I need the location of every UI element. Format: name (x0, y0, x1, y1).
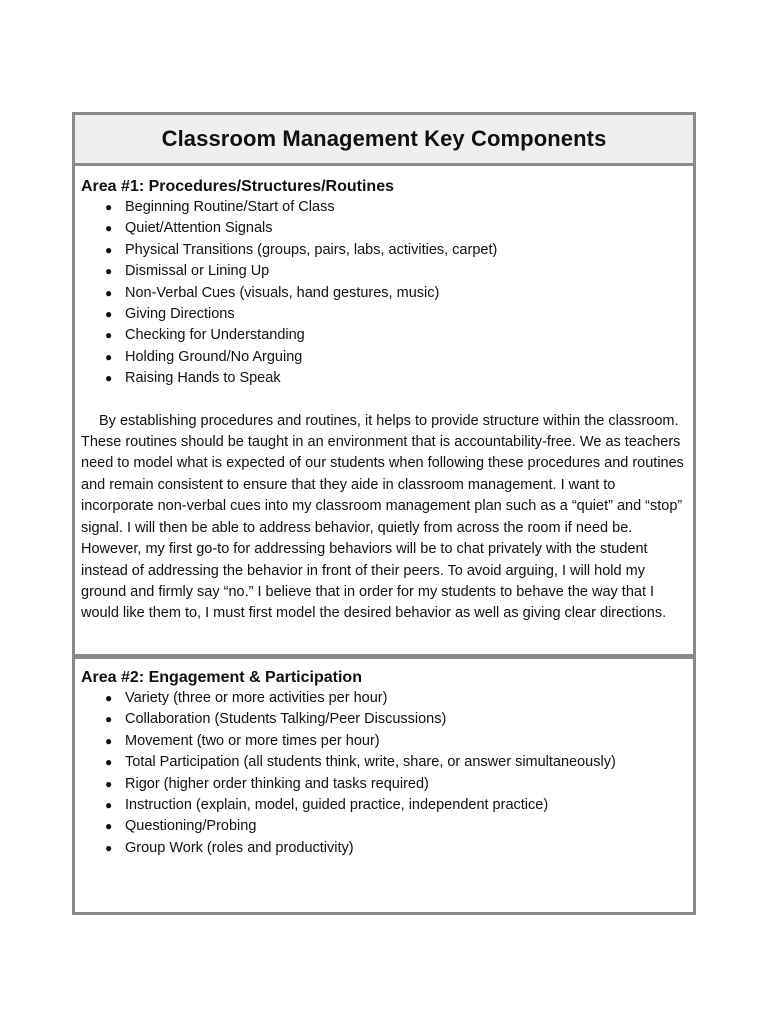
components-table (72, 112, 696, 915)
list-item-text: Rigor (higher order thinking and tasks required) (125, 775, 429, 792)
list-item-text: Holding Ground/No Arguing (125, 348, 303, 365)
bullet-icon: ● (105, 819, 113, 834)
title-row (75, 115, 693, 166)
list-item-text: Collaboration (Students Talking/Peer Discussions) (125, 711, 447, 728)
list-item-text: Beginning Routine/Start of Class (125, 199, 335, 215)
bullet-icon: ● (105, 328, 113, 343)
bullet-icon: ● (105, 840, 113, 855)
bullet-icon: ● (105, 371, 113, 386)
list-item-text: Non-Verbal Cues (visuals, hand gestures, music) (125, 284, 440, 301)
list-item-text: Variety (three or more activities per hour) (125, 690, 388, 706)
area-2-heading: Area #2: Engagement & Participation (81, 669, 362, 686)
list-item (105, 838, 687, 859)
list-item (105, 197, 687, 218)
area-1-section (75, 166, 693, 659)
list-item (105, 218, 687, 239)
bullet-icon: ● (105, 307, 113, 322)
page-title: Classroom Management Key Components (161, 126, 607, 151)
area-2-list (81, 688, 687, 859)
list-item-text: Total Participation (all students think, write, share, or answer simultaneously) (125, 754, 616, 771)
list-item-text: Group Work (roles and productivity) (125, 839, 354, 856)
list-item (105, 795, 687, 816)
bullet-icon: ● (105, 264, 113, 279)
list-item-text: Quiet/Attention Signals (125, 220, 273, 237)
bullet-icon: ● (105, 691, 113, 705)
bullet-icon: ● (105, 776, 113, 791)
bullet-icon: ● (105, 733, 113, 748)
area-1-list (81, 197, 687, 390)
bullet-icon: ● (105, 242, 113, 257)
list-item (105, 261, 687, 282)
list-item-text: Questioning/Probing (125, 818, 257, 835)
list-item (105, 304, 687, 325)
list-item (105, 688, 687, 709)
list-item (105, 347, 687, 368)
list-item (105, 709, 687, 730)
area-1-heading: Area #1: Procedures/Structures/Routines (81, 178, 394, 195)
list-item-text: Movement (two or more times per hour) (125, 732, 380, 749)
area-2-section (75, 659, 693, 912)
list-item-text: Instruction (explain, model, guided practice, independent practice) (125, 797, 549, 814)
list-item (105, 283, 687, 304)
list-item-text: Giving Directions (125, 306, 235, 323)
bullet-icon: ● (105, 221, 113, 236)
list-item-text: Raising Hands to Speak (125, 370, 281, 387)
list-item (105, 731, 687, 752)
list-item-text: Physical Transitions (groups, pairs, labs, activities, carpet) (125, 241, 498, 258)
bullet-icon: ● (105, 755, 113, 770)
bullet-icon: ● (105, 285, 113, 300)
list-item-text: Dismissal or Lining Up (125, 263, 270, 280)
area-1-paragraph: By establishing procedures and routines, it helps to provide structure within the classroom. These routines should be taught in an environment that is accountability-free. We as teachers need to model what is expected of our students when following these procedures and routines and remain consistent to ensure that they aide in classroom management. I want to incorporate non-verbal cues into my classroom management plan such as a “quiet” and “stop” signal. I will then be able to address behavior, quietly from across the room if need be. However, my first go-to for addressing behaviors will be to chat privately with the student instead of addressing the behavior in front of their peers. To avoid arguing, I will hold my ground and firmly say “no.” I believe that in order for my students to behave the way that I would like them to, I must first model the desired behavior as well as giving clear directions. (81, 412, 684, 622)
list-item (105, 240, 687, 261)
list-item-text: Checking for Understanding (125, 327, 305, 344)
bullet-icon: ● (105, 349, 113, 364)
list-item (105, 752, 687, 773)
bullet-icon: ● (105, 798, 113, 813)
list-item (105, 774, 687, 795)
bullet-icon: ● (105, 200, 113, 214)
list-item (105, 325, 687, 346)
list-item (105, 368, 687, 389)
bullet-icon: ● (105, 712, 113, 727)
list-item (105, 816, 687, 837)
